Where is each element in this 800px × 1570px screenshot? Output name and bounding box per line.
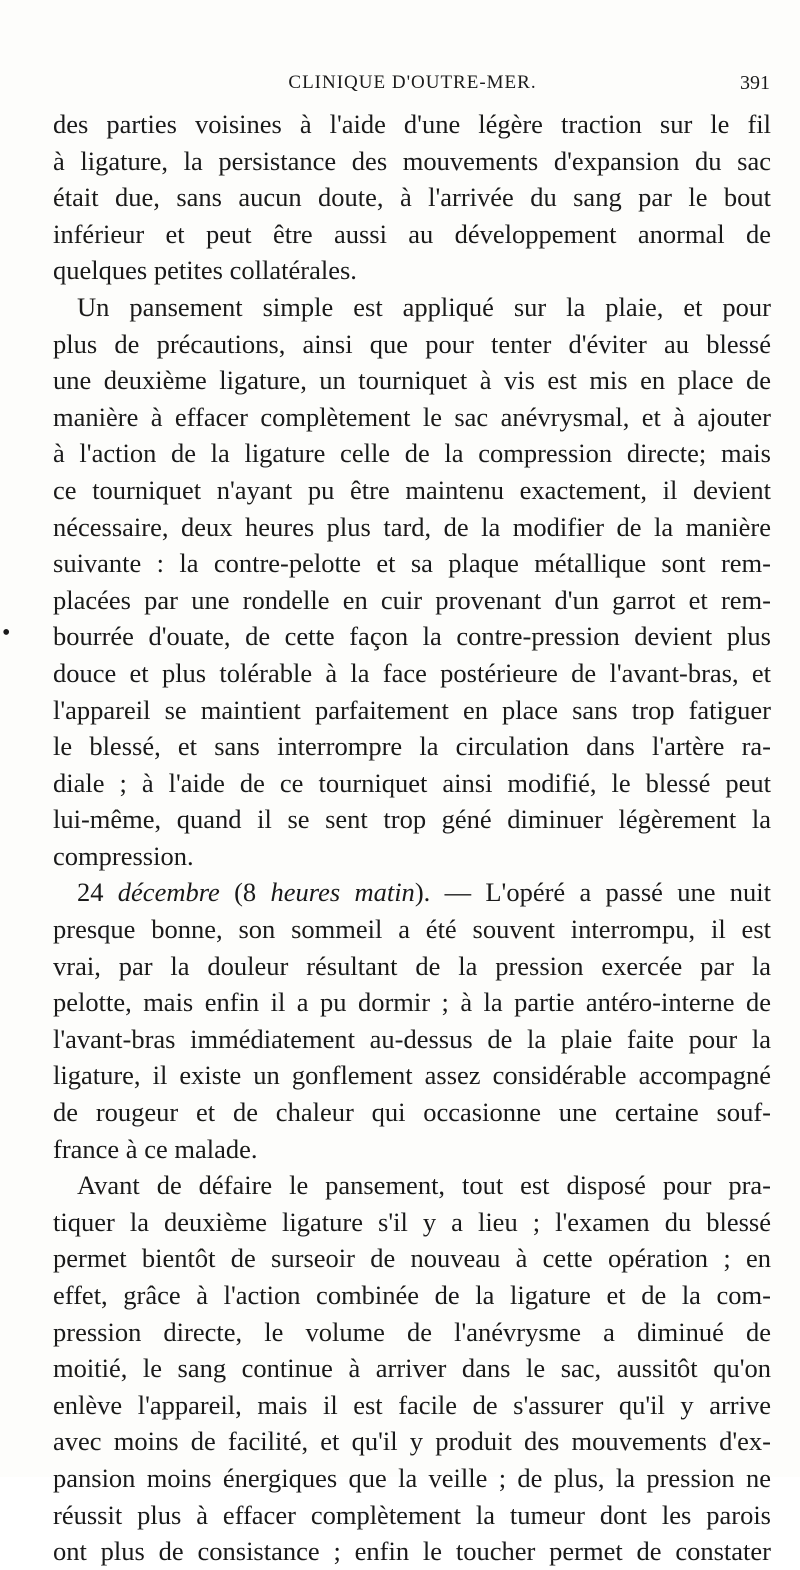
text-line: inférieur et peut être aussi au développement anormal de [53, 218, 771, 249]
text-line: avec moins de facilité, et qu'il y produit des mouvements d'ex- [53, 1426, 771, 1457]
text-line: Avant de défaire le pansement, tout est disposé pour pra- [77, 1170, 771, 1201]
margin-mark: • [2, 620, 11, 646]
date-line [53, 874, 771, 911]
text-line: le blessé, et sans interrompre la circulation dans l'artère ra- [53, 731, 771, 762]
page-number: 391 [740, 72, 770, 94]
date-month: décembre [117, 877, 220, 908]
text-line: enlève l'appareil, mais il est facile de s'assurer qu'il y arrive [53, 1389, 771, 1420]
text-line: lui-même, quand il se sent trop géné diminuer légèrement la [53, 804, 771, 835]
text-line: presque bonne, son sommeil a été souvent interrompu, il est [53, 914, 771, 945]
text-line: suivante : la contre-pelotte et sa plaque métallique sont rem- [53, 548, 771, 579]
text-line: nécessaire, deux heures plus tard, de la modifier de la manière [53, 511, 771, 542]
text-line: france à ce malade. [53, 1133, 258, 1164]
text-line: vrai, par la douleur résultant de la pression exercée par la [53, 950, 771, 981]
text-line: à l'action de la ligature celle de la compression directe; mais [53, 438, 771, 469]
text-line: placées par une rondelle en cuir provenant d'un garrot et rem- [53, 584, 771, 615]
text-line: l'avant-bras immédiatement au-dessus de la plaie faite pour la [53, 1023, 771, 1054]
text-line: à ligature, la persistance des mouvements d'expansion du sac [53, 145, 771, 176]
text-line: tiquer la deuxième ligature s'il y a lieu ; l'examen du blessé [53, 1206, 771, 1237]
text-line: effet, grâce à l'action combinée de la ligature et de la com- [53, 1280, 771, 1310]
text-line: moitié, le sang continue à arriver dans le sac, aussitôt qu'on [53, 1353, 771, 1384]
text-line: Un pansement simple est appliqué sur la plaie, et pour [77, 291, 771, 322]
text-line: bourrée d'ouate, de cette façon la contre-pression devient plus [53, 621, 771, 652]
text-line: réussit plus à effacer complètement la tumeur dont les parois [53, 1499, 771, 1530]
time-close: ). [414, 877, 431, 908]
body-text [53, 106, 771, 1570]
page-header [55, 72, 770, 104]
text-line: pression directe, le volume de l'anévrysme a diminué de [53, 1316, 771, 1347]
text-line: pansion moins énergiques que la veille ; de plus, la pression ne [53, 1462, 771, 1493]
text-line: diale ; à l'aide de ce tourniquet ainsi modifié, le blessé peut [53, 767, 771, 798]
text-line: ce tourniquet n'ayant pu être maintenu exactement, il devient [53, 474, 771, 505]
text-line: compression. [53, 840, 194, 871]
text-line: quelques petites collatérales. [53, 255, 357, 286]
text-line: manière à effacer complètement le sac anévrysmal, et à ajouter [53, 401, 771, 432]
text-line: était due, sans aucun doute, à l'arrivée du sang par le bout [53, 182, 771, 213]
text-line: une deuxième ligature, un tourniquet à vis est mis en place de [53, 365, 771, 396]
date-line-text: — L'opéré a passé une nuit [444, 877, 771, 908]
time-of-day: heures matin [270, 877, 415, 908]
date-number: 24 [77, 877, 104, 908]
time-open: (8 [234, 877, 271, 908]
text-line: l'appareil se maintient parfaitement en place sans trop fatiguer [53, 694, 771, 725]
text-line: de rougeur et de chaleur qui occasionne une certaine souf- [53, 1097, 771, 1128]
text-line: des parties voisines à l'aide d'une légère traction sur le fil [53, 109, 771, 139]
text-line: permet bientôt de surseoir de nouveau à cette opération ; en [53, 1243, 771, 1274]
running-head: CLINIQUE D'OUTRE-MER. [288, 72, 537, 93]
text-line: pelotte, mais enfin il a pu dormir ; à la partie antéro-interne de [53, 987, 771, 1018]
text-line: douce et plus tolérable à la face postérieure de l'avant-bras, et [53, 657, 771, 688]
text-line: ont plus de consistance ; enfin le toucher permet de constater [53, 1536, 771, 1567]
text-line: plus de précautions, ainsi que pour tenter d'éviter au blessé [53, 328, 771, 359]
text-line: ligature, il existe un gonflement assez considérable accompagné [53, 1060, 771, 1091]
